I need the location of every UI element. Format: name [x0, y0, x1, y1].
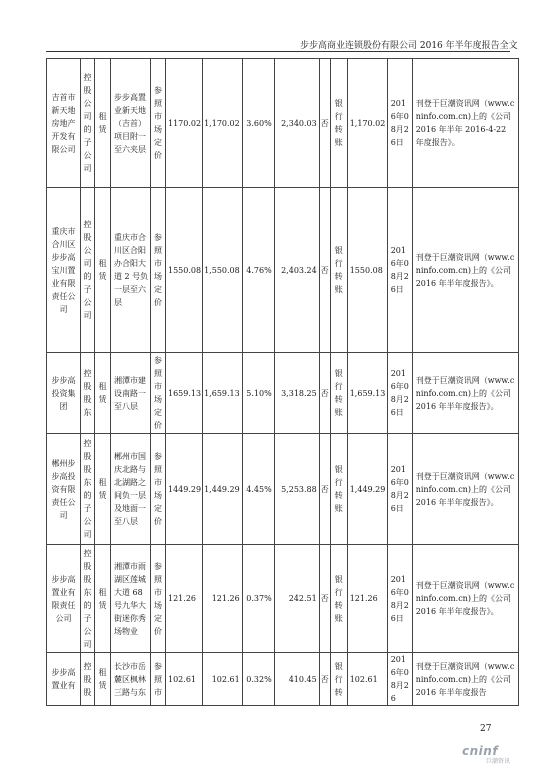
table-row — [47, 434, 519, 545]
over-limit-cell: 否 — [319, 353, 330, 434]
price-cell: 1449.29 — [166, 434, 203, 545]
content-cell: 步步高置业新天地（吉首）项目附一至六夹层 — [111, 59, 151, 188]
market-price-cell: 1550.08 — [347, 188, 387, 353]
market-price-cell: 1,170.02 — [347, 59, 387, 188]
party-cell: 步步高投资集团 — [47, 353, 81, 434]
ratio-cell: 4.45% — [242, 434, 274, 545]
table-row — [47, 188, 519, 353]
amount-cell: 1,170.02 — [203, 59, 243, 188]
content-cell: 郴州市国庆北路与北湖路之间负一层及地面一至八层 — [111, 434, 151, 545]
related-transactions-table — [46, 58, 519, 706]
over-limit-cell: 否 — [319, 188, 330, 353]
amount-cell: 1,659.13 — [203, 353, 243, 434]
type-cell: 租赁 — [95, 434, 111, 545]
over-limit-cell: 否 — [319, 545, 330, 653]
table-row — [47, 59, 519, 188]
amount-cell: 1,550.08 — [203, 188, 243, 353]
party-cell: 步步高置业有 — [47, 653, 81, 706]
pricing-cell: 参照市场定价 — [151, 353, 166, 434]
settlement-cell: 银行转账 — [330, 353, 347, 434]
content-cell: 湘潭市雨湖区莲城大道 68 号九华大街迷你秀场物业 — [111, 545, 151, 653]
pricing-cell: 参照市 — [151, 653, 166, 706]
ratio-cell: 4.76% — [242, 188, 274, 353]
ratio-cell: 0.37% — [242, 545, 274, 653]
limit-cell: 2,340.03 — [274, 59, 319, 188]
party-cell: 重庆市合川区步步高宝川置业有限责任公司 — [47, 188, 81, 353]
ratio-cell: 0.32% — [242, 653, 274, 706]
index-cell: 刊登于巨潮资讯网（www.cninfo.com.cn)上的《公司 2016 年半年度报告》。 — [412, 434, 518, 545]
pricing-cell: 参照市场定价 — [151, 434, 166, 545]
pricing-cell: 参照市场定价 — [151, 545, 166, 653]
market-price-cell: 121.26 — [347, 545, 387, 653]
index-cell: 刊登于巨潮资讯网（www.cninfo.com.cn)上的《公司 2016 年半年 2016-4-22 年度报告》。 — [412, 59, 518, 188]
limit-cell: 410.45 — [274, 653, 319, 706]
over-limit-cell: 否 — [319, 653, 330, 706]
party-cell: 郴州步步高投资有限责任公司 — [47, 434, 81, 545]
pricing-cell: 参照市场定价 — [151, 188, 166, 353]
relation-cell: 控股股 — [81, 653, 95, 706]
index-cell: 刊登于巨潮资讯网（www.cninfo.com.cn)上的《公司 2016 年半年度报告》。 — [412, 353, 518, 434]
limit-cell: 2,403.24 — [274, 188, 319, 353]
header-rule — [46, 51, 510, 52]
settlement-cell: 银行转账 — [330, 188, 347, 353]
price-cell: 102.61 — [166, 653, 203, 706]
party-cell: 步步高置业有限责任公司 — [47, 545, 81, 653]
settlement-cell: 银行转 — [330, 653, 347, 706]
type-cell: 租赁 — [95, 653, 111, 706]
settlement-cell: 银行转账 — [330, 434, 347, 545]
logo-wordmark: cninf — [462, 744, 499, 758]
date-cell: 2016年08月26日 — [387, 59, 412, 188]
table-row — [47, 653, 519, 706]
relation-cell: 控股股东的子公司 — [81, 434, 95, 545]
type-cell: 租赁 — [95, 545, 111, 653]
date-cell: 2016年08月26日 — [387, 434, 412, 545]
type-cell: 租赁 — [95, 188, 111, 353]
limit-cell: 242.51 — [274, 545, 319, 653]
settlement-cell: 银行转账 — [330, 545, 347, 653]
market-price-cell: 1,449.29 — [347, 434, 387, 545]
price-cell: 121.26 — [166, 545, 203, 653]
ratio-cell: 5.10% — [242, 353, 274, 434]
market-price-cell: 1,659.13 — [347, 353, 387, 434]
limit-cell: 5,253.88 — [274, 434, 319, 545]
page-number: 27 — [480, 724, 492, 734]
amount-cell: 102.61 — [203, 653, 243, 706]
date-cell: 2016年08月26日 — [387, 353, 412, 434]
price-cell: 1659.13 — [166, 353, 203, 434]
index-cell: 刊登于巨潮资讯网（www.cninfo.com.cn)上的《公司 2016 年半年度报告 — [412, 653, 518, 706]
index-cell: 刊登于巨潮资讯网（www.cninfo.com.cn)上的《公司 2016 年半年度报告》。 — [412, 188, 518, 353]
cninfo-logo — [462, 744, 534, 770]
over-limit-cell: 否 — [319, 59, 330, 188]
relation-cell: 控股公司的子公司 — [81, 188, 95, 353]
type-cell: 租赁 — [95, 59, 111, 188]
limit-cell: 3,318.25 — [274, 353, 319, 434]
over-limit-cell: 否 — [319, 434, 330, 545]
date-cell: 2016年08月26日 — [387, 188, 412, 353]
pricing-cell: 参照市场定价 — [151, 59, 166, 188]
type-cell: 租赁 — [95, 353, 111, 434]
party-cell: 吉首市新天地房地产开发有限公司 — [47, 59, 81, 188]
market-price-cell: 102.61 — [347, 653, 387, 706]
relation-cell: 控股股东的子公司 — [81, 545, 95, 653]
relation-cell: 控股公司的子公司 — [81, 59, 95, 188]
relation-cell: 控股股东 — [81, 353, 95, 434]
content-cell: 重庆市合川区合阳办合阳大道 2 号负一层至六层 — [111, 188, 151, 353]
price-cell: 1170.02 — [166, 59, 203, 188]
table-row — [47, 545, 519, 653]
date-cell: 2016年08月26 — [387, 653, 412, 706]
ratio-cell: 3.60% — [242, 59, 274, 188]
logo-subtitle: 巨潮资讯 — [485, 758, 510, 765]
price-cell: 1550.08 — [166, 188, 203, 353]
date-cell: 2016年08月26日 — [387, 545, 412, 653]
content-cell: 湘潭市建设南路一至八层 — [111, 353, 151, 434]
content-cell: 长沙市岳麓区枫林三路与东 — [111, 653, 151, 706]
page-header-title: 步步高商业连锁股份有限公司 2016 年半年度报告全文 — [300, 41, 518, 51]
amount-cell: 121.26 — [203, 545, 243, 653]
table-row — [47, 353, 519, 434]
settlement-cell: 银行转账 — [330, 59, 347, 188]
index-cell: 刊登于巨潮资讯网（www.cninfo.com.cn)上的《公司 2016 年半年度报告》。 — [412, 545, 518, 653]
amount-cell: 1,449.29 — [203, 434, 243, 545]
